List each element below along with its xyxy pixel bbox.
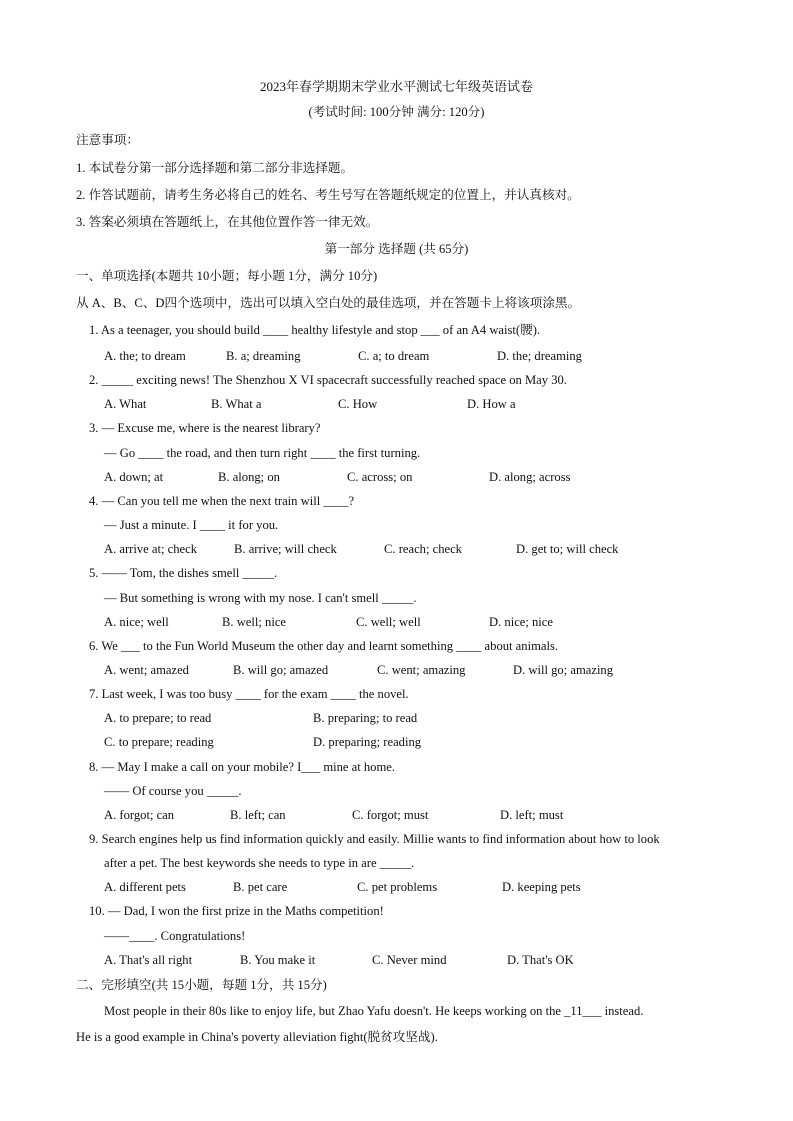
question-stem: 8. — May I make a call on your mobile? I___ mine at home. xyxy=(89,760,396,774)
part1-title: 第一部分 选择题 (共 65分) xyxy=(324,242,469,256)
question-option: C. a; to dream xyxy=(358,349,430,363)
question-stem: 6. We ___ to the Fun World Museum the other day and learnt something ____ about animals. xyxy=(89,639,558,653)
note-item: 1. 本试卷分第一部分选择题和第二部分非选择题。 xyxy=(76,161,354,175)
question-option: A. That's all right xyxy=(104,953,193,967)
section2-heading: 二、完形填空(共 15小题，每题 1分，共 15分) xyxy=(76,978,327,992)
question-option: D. get to; will check xyxy=(516,542,619,556)
question-option: C. reach; check xyxy=(384,542,462,556)
question-stem: — Just a minute. I ____ it for you. xyxy=(104,518,279,532)
question-option: A. to prepare; to read xyxy=(104,711,212,725)
question-stem: 5. —— Tom, the dishes smell _____. xyxy=(89,566,278,580)
question-option: B. along; on xyxy=(218,470,280,484)
question-option: B. well; nice xyxy=(222,615,287,629)
question-option: C. forgot; must xyxy=(352,808,429,822)
question-option: D. left; must xyxy=(500,808,564,822)
section1-heading: 一、单项选择(本题共 10小题；每小题 1分，满分 10分) xyxy=(76,269,378,283)
question-stem: 4. — Can you tell me when the next train will ____? xyxy=(89,494,355,508)
question-option: B. preparing; to read xyxy=(313,711,418,725)
question-stem: 10. — Dad, I won the first prize in the Maths competition! xyxy=(89,904,384,918)
question-option: D. preparing; reading xyxy=(313,735,422,749)
question-option: C. How xyxy=(338,397,378,411)
question-option: A. went; amazed xyxy=(104,663,189,677)
question-option: A. forgot; can xyxy=(104,808,175,822)
question-option: A. the; to dream xyxy=(104,349,186,363)
note-item: 2. 作答试题前，请考生务必将自己的姓名、考生号写在答题纸规定的位置上，并认真核对。 xyxy=(76,188,580,202)
question-option: C. pet problems xyxy=(357,880,438,894)
question-option: B. left; can xyxy=(230,808,286,822)
question-option: B. pet care xyxy=(233,880,288,894)
exam-subtitle: (考试时间: 100分钟 满分: 120分) xyxy=(308,105,485,119)
question-option: D. along; across xyxy=(489,470,571,484)
question-option: B. What a xyxy=(211,397,262,411)
question-stem: 1. As a teenager, you should build ____ healthy lifestyle and stop ___ of an A4 waist(腰). xyxy=(89,323,541,337)
question-option: B. a; dreaming xyxy=(226,349,301,363)
question-option: C. went; amazing xyxy=(377,663,466,677)
question-option: B. arrive; will check xyxy=(234,542,337,556)
question-stem: ——____. Congratulations! xyxy=(104,929,246,943)
question-option: D. keeping pets xyxy=(502,880,581,894)
question-option: D. will go; amazing xyxy=(513,663,614,677)
exam-title: 2023年春学期期末学业水平测试七年级英语试卷 xyxy=(259,79,533,94)
question-option: D. That's OK xyxy=(507,953,574,967)
question-option: A. nice; well xyxy=(104,615,169,629)
question-option: B. will go; amazed xyxy=(233,663,329,677)
question-stem: 9. Search engines help us find information quickly and easily. Millie wants to find information about how to look xyxy=(89,832,660,846)
question-option: C. across; on xyxy=(347,470,413,484)
question-option: C. to prepare; reading xyxy=(104,735,214,749)
question-option: A. different pets xyxy=(104,880,186,894)
question-option: D. How a xyxy=(467,397,516,411)
question-stem: 7. Last week, I was too busy ____ for the exam ____ the novel. xyxy=(89,687,409,701)
question-stem: — Go ____ the road, and then turn right ____ the first turning. xyxy=(104,446,421,460)
question-stem: after a pet. The best keywords she needs to type in are _____. xyxy=(104,856,415,870)
question-option: D. nice; nice xyxy=(489,615,553,629)
question-option: B. You make it xyxy=(240,953,316,967)
question-option: D. the; dreaming xyxy=(497,349,582,363)
section1-instruction: 从 A、B、C、D四个选项中，选出可以填入空白处的最佳选项，并在答题卡上将该项涂黑。 xyxy=(76,296,581,310)
question-option: C. well; well xyxy=(356,615,421,629)
passage-line: Most people in their 80s like to enjoy life, but Zhao Yafu doesn't. He keeps working on the _11___ instead. xyxy=(104,1004,644,1018)
question-option: A. What xyxy=(104,397,147,411)
question-stem: —— Of course you _____. xyxy=(104,784,242,798)
question-stem: — But something is wrong with my nose. I can't smell _____. xyxy=(104,591,417,605)
question-stem: 3. — Excuse me, where is the nearest library? xyxy=(89,421,321,435)
note-item: 3. 答案必须填在答题纸上，在其他位置作答一律无效。 xyxy=(76,215,379,229)
passage-line: He is a good example in China's poverty alleviation fight(脱贫攻坚战). xyxy=(76,1030,438,1044)
question-option: A. arrive at; check xyxy=(104,542,198,556)
notes-heading: 注意事项： xyxy=(76,133,139,147)
question-option: A. down; at xyxy=(104,470,164,484)
question-stem: 2. _____ exciting news! The Shenzhou X VI spacecraft successfully reached space on May 30. xyxy=(89,373,567,387)
question-option: C. Never mind xyxy=(372,953,447,967)
